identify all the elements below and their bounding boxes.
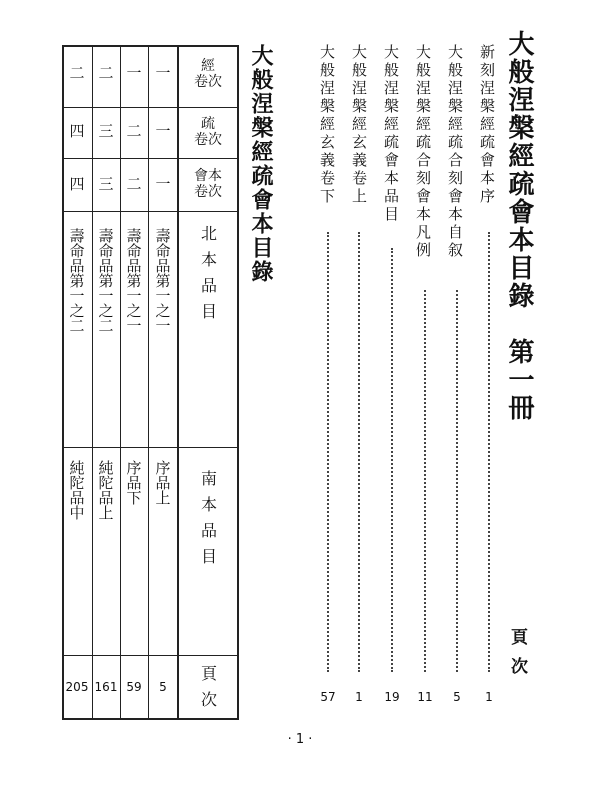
cell-south-chapter: 序品下: [124, 460, 143, 505]
cell-south-chapter: 序品上: [153, 460, 172, 505]
table-rule: [62, 211, 239, 212]
cell-north-chapter: 壽命品第一之一: [124, 228, 143, 333]
toc-page-number: 1: [485, 690, 493, 704]
header-north-chapters: 北本品目: [198, 225, 218, 329]
page-column-label: 頁次: [507, 628, 527, 686]
toc-leader-dots: [391, 248, 395, 672]
header-page: 頁次: [198, 665, 218, 717]
table-rule: [62, 447, 239, 448]
toc-leader-dots: [327, 232, 331, 672]
toc-entry-general-rules: 大般涅槃經疏合刻會本凡例: [414, 44, 432, 260]
toc-page-number: 19: [384, 690, 400, 704]
table-rule: [120, 45, 121, 720]
cell-commentary-volume: 一: [153, 123, 172, 138]
cell-north-chapter: 壽命品第一之一: [153, 228, 172, 333]
table-rule: [92, 45, 93, 720]
cell-south-chapter: 純陀品中: [67, 460, 86, 520]
cell-combined-volume: 一: [153, 176, 172, 191]
table-rule: [62, 655, 239, 656]
cell-north-chapter: 壽命品第一之二: [67, 228, 86, 333]
table-rule: [62, 107, 239, 108]
toc-entry-chapter-list: 大般涅槃經疏會本品目: [382, 44, 400, 224]
cell-page: 59: [126, 680, 142, 694]
cell-sutra-volume: 一: [153, 65, 172, 80]
table-rule: [62, 158, 239, 159]
toc-page-number: 57: [320, 690, 336, 704]
toc-entry-preface: 新刻涅槃經疏會本序: [478, 44, 496, 206]
toc-page-number: 11: [417, 690, 433, 704]
cell-combined-volume: 三: [96, 176, 115, 191]
header-combined-volume: 會本 卷次: [194, 168, 222, 200]
cell-sutra-volume: 一: [124, 65, 143, 80]
cell-south-chapter: 純陀品上: [96, 460, 115, 520]
cell-combined-volume: 二: [124, 176, 143, 191]
toc-entry-profound-meaning-2: 大般涅槃經玄義卷下: [318, 44, 336, 206]
cell-commentary-volume: 四: [67, 123, 86, 138]
cell-commentary-volume: 三: [96, 123, 115, 138]
toc-entry-self-narration: 大般涅槃經疏合刻會本自叙: [446, 44, 464, 260]
cell-combined-volume: 四: [67, 176, 86, 191]
toc-leader-dots: [358, 232, 362, 672]
toc-leader-dots: [456, 290, 460, 672]
header-sutra-volume: 經 卷次: [194, 58, 222, 90]
toc-leader-dots: [424, 290, 428, 672]
header-south-chapters: 南本品目: [198, 470, 218, 574]
cell-sutra-volume: 二: [67, 65, 86, 80]
toc-page-number: 5: [453, 690, 461, 704]
toc-page-number: 1: [355, 690, 363, 704]
toc-leader-dots: [488, 232, 492, 672]
page-footer-number: · 1 ·: [287, 732, 313, 747]
table-rule: [177, 45, 179, 720]
cell-page: 161: [94, 680, 118, 694]
page-title: 大般涅槃經疏會本目錄 第一冊: [504, 30, 534, 422]
cell-north-chapter: 壽命品第一之二: [96, 228, 115, 333]
cell-page: 205: [65, 680, 89, 694]
table-rule: [148, 45, 149, 720]
table-title: 大般涅槃經疏會本目錄: [248, 44, 273, 284]
cell-page: 5: [159, 680, 167, 694]
cell-commentary-volume: 二: [124, 123, 143, 138]
toc-entry-profound-meaning-1: 大般涅槃經玄義卷上: [350, 44, 368, 206]
header-commentary-volume: 疏 卷次: [194, 116, 222, 148]
cell-sutra-volume: 二: [96, 65, 115, 80]
